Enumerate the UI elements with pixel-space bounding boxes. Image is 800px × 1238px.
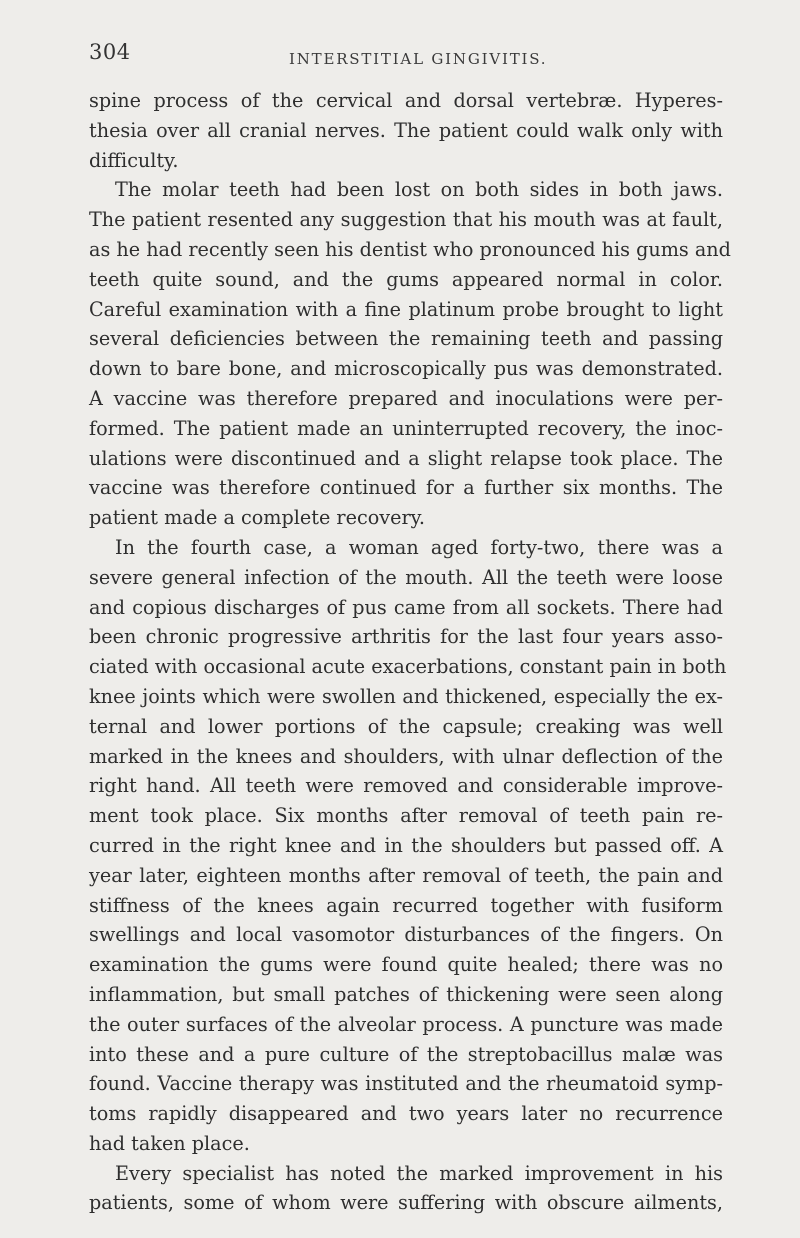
text-line: vaccine was therefore continued for a further six months. The	[89, 476, 723, 500]
text-line: found. Vaccine therapy was instituted and the rheumatoid symp-	[89, 1072, 723, 1096]
text-line: patients, some of whom were suffering with obscure ailments,	[89, 1191, 723, 1215]
text-line: formed. The patient made an uninterrupted recovery, the inoc-	[89, 416, 723, 440]
text-line: right hand. All teeth were removed and considerable improve-	[89, 774, 723, 798]
text-line: severe general infection of the mouth. All the teeth were loose	[89, 565, 723, 589]
text-line: examination the gums were found quite healed; there was no	[89, 953, 723, 977]
text-line: ciated with occasional acute exacerbations, constant pain in both	[89, 655, 727, 679]
text-line: A vaccine was therefore prepared and inoculations were per-	[89, 386, 723, 410]
text-line: teeth quite sound, and the gums appeared normal in color.	[89, 267, 723, 291]
text-line: marked in the knees and shoulders, with ulnar deflection of the	[89, 744, 723, 768]
text-line: difficulty.	[89, 148, 179, 172]
text-line: The molar teeth had been lost on both sides in both jaws.	[115, 178, 723, 202]
text-line: into these and a pure culture of the streptobacillus malæ was	[89, 1042, 723, 1066]
text-line: ment took place. Six months after removal of teeth pain re-	[89, 804, 723, 828]
text-line: spine process of the cervical and dorsal vertebræ. Hyperes-	[89, 89, 723, 112]
text-line: inflammation, but small patches of thickening were seen along	[89, 982, 723, 1006]
text-line: as he had recently seen his dentist who pronounced his gums and	[89, 237, 731, 261]
text-line: several deficiencies between the remaining teeth and passing	[89, 327, 723, 351]
text-line: had taken place.	[89, 1131, 250, 1155]
text-line: patient made a complete recovery.	[89, 506, 426, 530]
text-line: ternal and lower portions of the capsule; creaking was well	[89, 714, 723, 738]
text-line: and copious discharges of pus came from all sockets. There had	[89, 595, 723, 619]
text-line: down to bare bone, and microscopically pus was demonstrated.	[89, 357, 723, 381]
text-line: been chronic progressive arthritis for the last four years asso-	[89, 625, 723, 649]
text-line: Every specialist has noted the marked improvement in his	[115, 1161, 723, 1185]
text-line: In the fourth case, a woman aged forty-two, there was a	[115, 535, 723, 559]
page-number: 304	[89, 40, 131, 64]
text-line: year later, eighteen months after removal of teeth, the pain and	[89, 863, 723, 887]
body-text	[89, 86, 731, 1218]
text-line: Careful examination with a fine platinum probe brought to light	[89, 297, 723, 321]
text-line: ulations were discontinued and a slight relapse took place. The	[89, 446, 723, 470]
text-line: curred in the right knee and in the shoulders but passed off. A	[89, 833, 723, 857]
text-line: the outer surfaces of the alveolar process. A puncture was made	[89, 1012, 723, 1036]
text-line: The patient resented any suggestion that his mouth was at fault,	[89, 208, 723, 232]
page-header	[89, 40, 719, 74]
text-line: stiffness of the knees again recurred together with fusiform	[89, 893, 723, 917]
text-line: thesia over all cranial nerves. The patient could walk only with	[89, 118, 723, 142]
text-line: swellings and local vasomotor disturbances of the fingers. On	[89, 923, 723, 947]
running-title: INTERSTITIAL GINGIVITIS.	[289, 50, 548, 68]
text-line: knee joints which were swollen and thickened, especially the ex-	[89, 684, 723, 708]
text-line: toms rapidly disappeared and two years later no recurrence	[89, 1102, 723, 1126]
